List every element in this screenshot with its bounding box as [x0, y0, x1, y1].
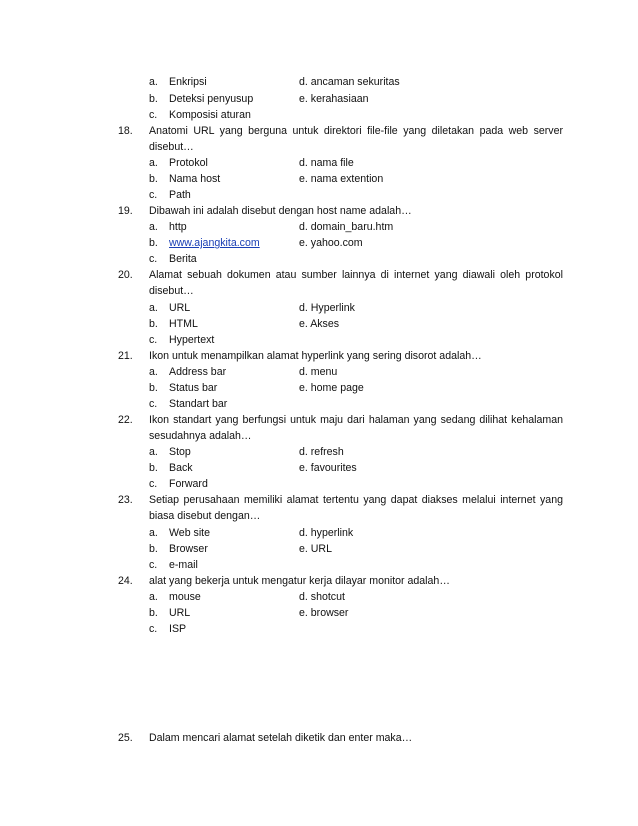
question-number: 22. — [118, 414, 133, 426]
option-text: e. browser — [299, 607, 349, 619]
option-letter: b. — [149, 543, 158, 555]
option-text: Berita — [169, 253, 197, 265]
question-number: 20. — [118, 269, 133, 281]
option-text: e. URL — [299, 543, 332, 555]
option-text: e-mail — [169, 559, 198, 571]
option-text: URL — [169, 607, 191, 619]
option-text: mouse — [169, 591, 201, 603]
question-text: alat yang bekerja untuk mengatur kerja dilayar monitor adalah… — [149, 575, 450, 587]
option-letter: b. — [149, 607, 158, 619]
option-text: d. refresh — [299, 446, 344, 458]
question-text-continued: sesudahnya adalah… — [149, 430, 252, 442]
option-text: Back — [169, 462, 193, 474]
option-text: d. shotcut — [299, 591, 345, 603]
option-text: Standart bar — [169, 398, 228, 410]
option-letter: a. — [149, 302, 158, 314]
question-number: 21. — [118, 350, 133, 362]
option-letter: a. — [149, 527, 158, 539]
option-text: Protokol — [169, 157, 208, 169]
option-letter: c. — [149, 623, 158, 635]
option-text: e. yahoo.com — [299, 237, 363, 249]
question-number: 19. — [118, 205, 133, 217]
option-text: Nama host — [169, 173, 221, 185]
option-text: e. favourites — [299, 462, 357, 474]
option-letter: a. — [149, 221, 158, 233]
option-text: e. Akses — [299, 318, 340, 330]
question-text-continued: disebut… — [149, 141, 194, 153]
option-text: Stop — [169, 446, 191, 458]
question-text: Alamat sebuah dokumen atau sumber lainnya di internet yang diawali oleh protokol — [149, 269, 563, 281]
option-text: Komposisi aturan — [169, 109, 251, 121]
question-text: Ikon standart yang berfungsi untuk maju dari halaman yang sedang dilihat kehalaman — [149, 414, 563, 426]
option-text: d. hyperlink — [299, 527, 354, 539]
question-text: Anatomi URL yang berguna untuk direktori file-file yang diletakan pada web server — [149, 125, 563, 137]
option-letter: a. — [149, 446, 158, 458]
option-letter: b. — [149, 382, 158, 394]
option-text: e. nama extention — [299, 173, 384, 185]
option-letter: b. — [149, 318, 158, 330]
option-letter: c. — [149, 334, 158, 346]
option-text: Status bar — [169, 382, 218, 394]
option-text: ISP — [169, 623, 187, 635]
option-text: Path — [169, 189, 191, 201]
option-text: d. Hyperlink — [299, 302, 355, 314]
url-link[interactable]: www.ajangkita.com — [169, 237, 260, 249]
question-text: Dibawah ini adalah disebut dengan host name adalah… — [149, 205, 412, 217]
question-number: 18. — [118, 125, 133, 137]
option-text: Enkripsi — [169, 76, 207, 88]
option-text: http — [169, 221, 187, 233]
option-text: d. menu — [299, 366, 338, 378]
option-letter: c. — [149, 478, 158, 490]
option-text: Address bar — [169, 366, 227, 378]
option-text: Deteksi penyusup — [169, 93, 254, 105]
option-letter: c. — [149, 253, 158, 265]
option-text: URL — [169, 302, 191, 314]
option-letter: a. — [149, 591, 158, 603]
question-text-continued: disebut… — [149, 285, 194, 297]
option-letter: c. — [149, 398, 158, 410]
option-text: Hypertext — [169, 334, 215, 346]
question-text: Dalam mencari alamat setelah diketik dan enter maka… — [149, 732, 413, 744]
option-text: Web site — [169, 527, 211, 539]
question-number: 24. — [118, 575, 133, 587]
option-letter: a. — [149, 366, 158, 378]
question-text-continued: biasa disebut dengan… — [149, 510, 261, 522]
option-letter: a. — [149, 76, 158, 88]
option-letter: a. — [149, 157, 158, 169]
option-text: Browser — [169, 543, 208, 555]
option-letter: c. — [149, 109, 158, 121]
question-number: 25. — [118, 732, 133, 744]
option-letter: c. — [149, 189, 158, 201]
option-text: e. home page — [299, 382, 364, 394]
option-letter: b. — [149, 173, 158, 185]
question-text: Setiap perusahaan memiliki alamat tertentu yang dapat diakses melalui internet yang — [149, 494, 563, 506]
option-letter: b. — [149, 93, 158, 105]
question-number: 23. — [118, 494, 133, 506]
option-letter: b. — [149, 462, 158, 474]
option-text: Forward — [169, 478, 208, 490]
option-letter: c. — [149, 559, 158, 571]
option-text: e. kerahasiaan — [299, 93, 369, 105]
option-letter: b. — [149, 237, 158, 249]
option-text: d. ancaman sekuritas — [299, 76, 400, 88]
question-text: Ikon untuk menampilkan alamat hyperlink yang sering disorot adalah… — [149, 350, 482, 362]
option-text: d. domain_baru.htm — [299, 221, 394, 233]
option-text: d. nama file — [299, 157, 354, 169]
option-text: HTML — [169, 318, 198, 330]
